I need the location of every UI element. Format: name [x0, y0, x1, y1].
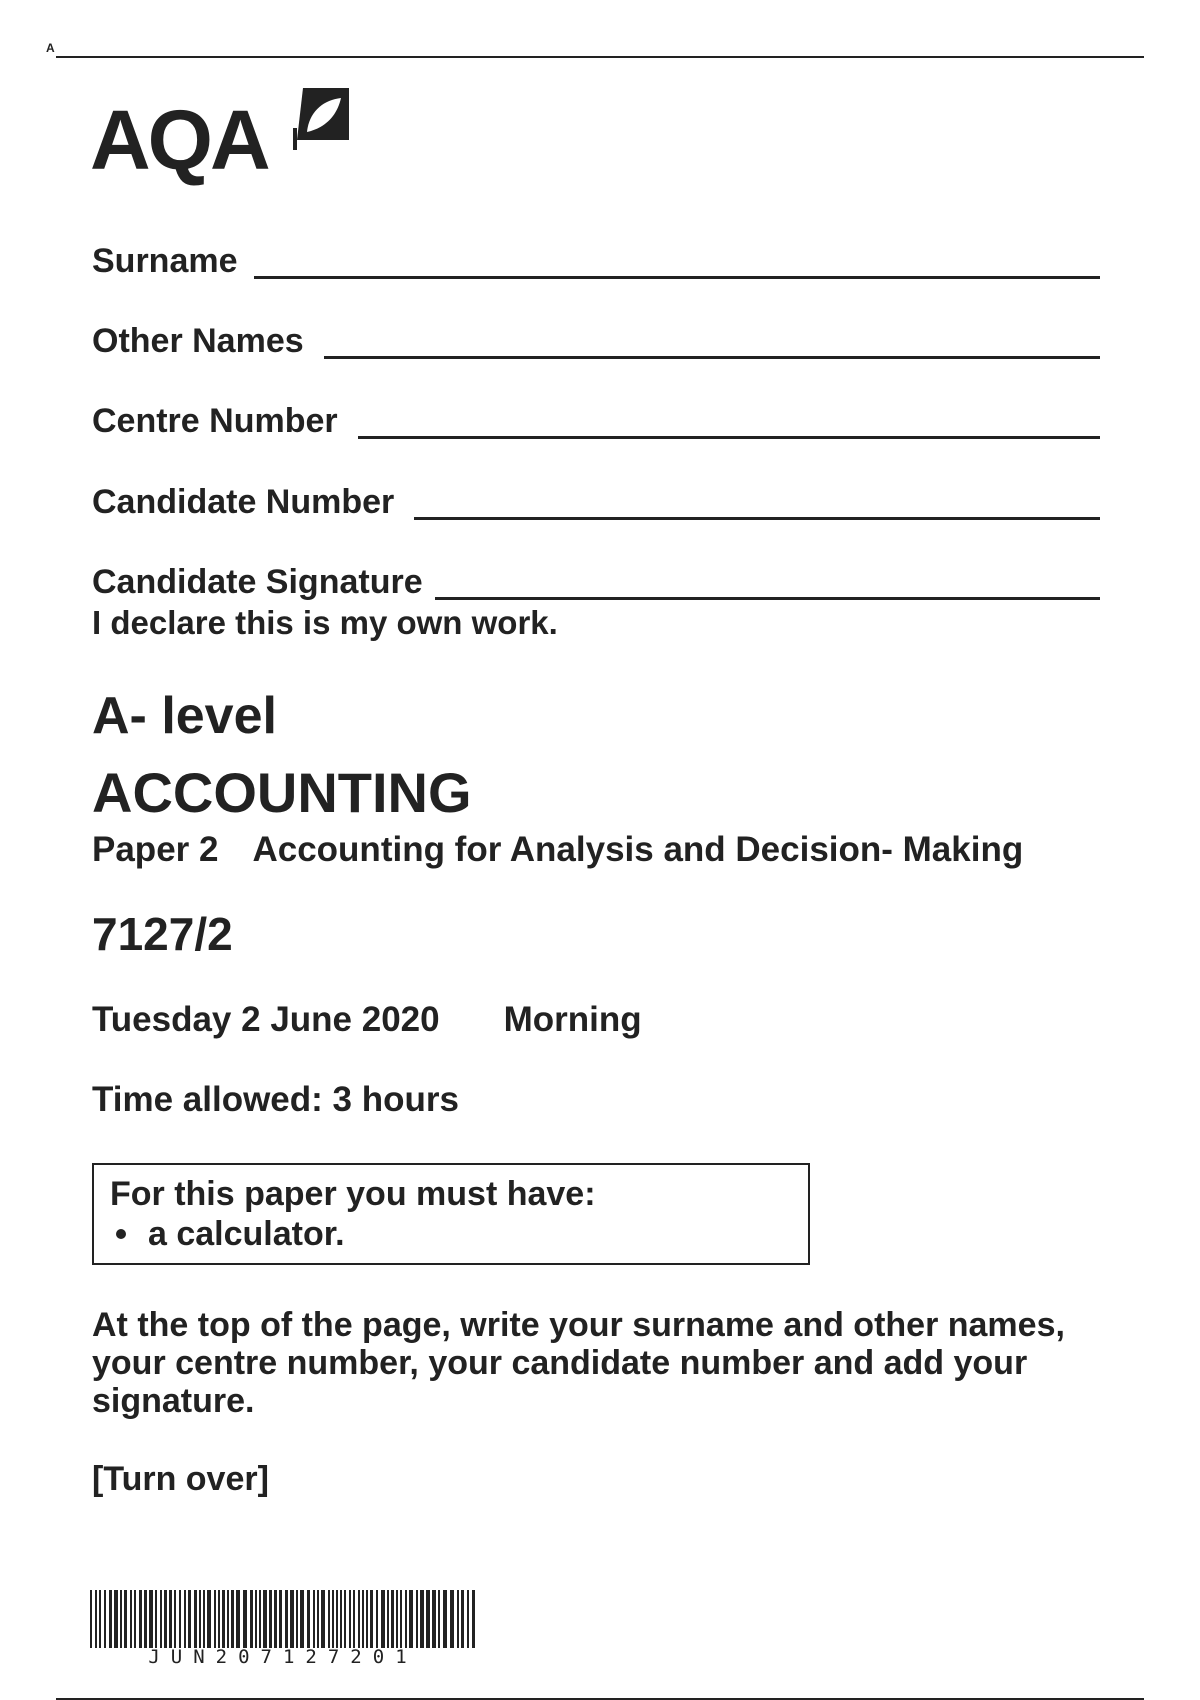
- requirement-item: [110, 1213, 792, 1255]
- exam-session: Morning: [503, 1000, 642, 1039]
- barcode-bar: [263, 1590, 267, 1648]
- barcode-bar: [184, 1590, 186, 1648]
- barcode-bar: [274, 1590, 277, 1648]
- centre-number-field[interactable]: [92, 396, 1100, 440]
- surname-line[interactable]: [254, 276, 1101, 279]
- barcode-bar: [188, 1590, 191, 1648]
- barcode-bar: [438, 1590, 440, 1648]
- barcode-bar: [227, 1590, 229, 1648]
- barcode-bar: [169, 1590, 172, 1648]
- barcode-bar: [139, 1590, 142, 1648]
- barcode-bar: [104, 1590, 106, 1648]
- centre-number-line[interactable]: [358, 436, 1100, 439]
- requirement-item-label: a calculator.: [148, 1215, 345, 1253]
- barcode-bar: [149, 1590, 153, 1648]
- barcode-bar: [90, 1590, 92, 1648]
- candidate-signature-field[interactable]: [92, 557, 1100, 601]
- surname-field[interactable]: [92, 236, 1100, 280]
- barcode-bar: [307, 1590, 310, 1648]
- barcode-bar: [231, 1590, 234, 1648]
- barcode-bar: [222, 1590, 225, 1648]
- barcode-bar: [349, 1590, 351, 1648]
- barcode-bar: [344, 1590, 346, 1648]
- barcode-bar: [426, 1590, 430, 1648]
- candidate-number-field[interactable]: [92, 477, 1100, 521]
- barcode-bar: [381, 1590, 385, 1648]
- barcode-bar: [120, 1590, 122, 1648]
- barcode-bar: [362, 1590, 364, 1648]
- other-names-field[interactable]: [92, 316, 1100, 360]
- centre-number-label: Centre Number: [92, 402, 338, 440]
- paper-number: Paper 2: [92, 830, 219, 869]
- exam-subject: ACCOUNTING: [92, 761, 472, 824]
- paper-code: 7127/2: [92, 908, 233, 960]
- barcode-bar: [236, 1590, 240, 1648]
- exam-date-row: [92, 1000, 642, 1040]
- barcode-bar: [472, 1590, 475, 1648]
- requirements-title: For this paper you must have:: [110, 1175, 596, 1213]
- corner-mark: A: [46, 41, 55, 55]
- barcode-bar: [400, 1590, 402, 1648]
- barcode-bar: [366, 1590, 368, 1648]
- surname-label: Surname: [92, 242, 238, 280]
- barcode-bar: [259, 1590, 261, 1648]
- declaration-text: I declare this is my own work.: [92, 604, 558, 641]
- exam-level: A- level: [92, 687, 277, 745]
- barcode-bar: [290, 1590, 294, 1648]
- barcode-bar: [134, 1590, 136, 1648]
- instructions-text: At the top of the page, write your surname and other names, your centre number, your candidate number and add your signature.: [92, 1306, 1065, 1420]
- barcode-bar: [255, 1590, 257, 1648]
- barcode-bar: [124, 1590, 127, 1648]
- barcode-bar: [328, 1590, 330, 1648]
- barcode-bar: [387, 1590, 389, 1648]
- barcode-bar: [155, 1590, 157, 1648]
- time-allowed: Time allowed: 3 hours: [92, 1080, 459, 1119]
- barcode-bar: [432, 1590, 436, 1648]
- exam-date: Tuesday 2 June 2020: [92, 1000, 440, 1039]
- barcode-bar: [194, 1590, 197, 1648]
- barcode-bar: [376, 1590, 378, 1648]
- top-rule: [56, 56, 1144, 58]
- other-names-label: Other Names: [92, 322, 304, 360]
- barcode-bar: [300, 1590, 304, 1648]
- barcode-bar: [296, 1590, 298, 1648]
- barcode-bar: [396, 1590, 398, 1648]
- barcode-bar: [457, 1590, 459, 1648]
- barcode-bar: [450, 1590, 454, 1648]
- candidate-signature-line[interactable]: [435, 597, 1100, 600]
- barcode-bar: [160, 1590, 162, 1648]
- candidate-signature-label: Candidate Signature: [92, 563, 423, 601]
- barcode-bar: [214, 1590, 216, 1648]
- barcode-bar: [250, 1590, 253, 1648]
- barcode-bar: [317, 1590, 319, 1648]
- barcode-bar: [144, 1590, 147, 1648]
- logo-text: AQA: [90, 93, 268, 187]
- barcode-bar: [109, 1590, 112, 1648]
- barcode-bar: [467, 1590, 469, 1648]
- barcode-bar: [313, 1590, 315, 1648]
- barcode-bar: [340, 1590, 342, 1648]
- barcode-bar: [130, 1590, 132, 1648]
- barcode-bar: [203, 1590, 205, 1648]
- candidate-number-label: Candidate Number: [92, 483, 395, 521]
- barcode-bar: [179, 1590, 181, 1648]
- barcode-bar: [409, 1590, 413, 1648]
- barcode-bar: [99, 1590, 101, 1648]
- barcode-bar: [443, 1590, 447, 1648]
- barcode-bar: [405, 1590, 407, 1648]
- barcode-bar: [370, 1590, 373, 1648]
- barcode-bar: [461, 1590, 464, 1648]
- bullet-icon: [116, 1229, 126, 1239]
- barcode-bar: [416, 1590, 418, 1648]
- barcode-graphic-icon: [90, 1590, 476, 1648]
- paper-heading: [92, 830, 1023, 870]
- barcode-bar: [95, 1590, 97, 1648]
- barcode-bar: [279, 1590, 282, 1648]
- barcode-bar: [199, 1590, 201, 1648]
- barcode-bar: [321, 1590, 325, 1648]
- barcode-bar: [420, 1590, 424, 1648]
- candidate-number-line[interactable]: [414, 517, 1100, 520]
- barcode-bar: [164, 1590, 167, 1648]
- barcode-bar: [269, 1590, 272, 1648]
- barcode-text: JUN207127201: [148, 1646, 418, 1668]
- barcode-bar: [114, 1590, 118, 1648]
- aqa-logo: [90, 84, 360, 187]
- barcode-bar: [174, 1590, 176, 1648]
- aqa-logo-mark-icon: [293, 88, 349, 150]
- barcode-bar: [285, 1590, 288, 1648]
- turn-over-text: [Turn over]: [92, 1460, 269, 1498]
- paper-title: Accounting for Analysis and Decision- Making: [252, 830, 1024, 869]
- barcode-bar: [391, 1590, 394, 1648]
- barcode-bar: [332, 1590, 334, 1648]
- requirements-box: [92, 1163, 810, 1265]
- barcode-bar: [336, 1590, 338, 1648]
- barcode-bar: [243, 1590, 247, 1648]
- other-names-line[interactable]: [324, 356, 1100, 359]
- barcode-bar: [353, 1590, 355, 1648]
- barcode-bar: [207, 1590, 211, 1648]
- barcode-bar: [358, 1590, 360, 1648]
- barcode-bar: [218, 1590, 220, 1648]
